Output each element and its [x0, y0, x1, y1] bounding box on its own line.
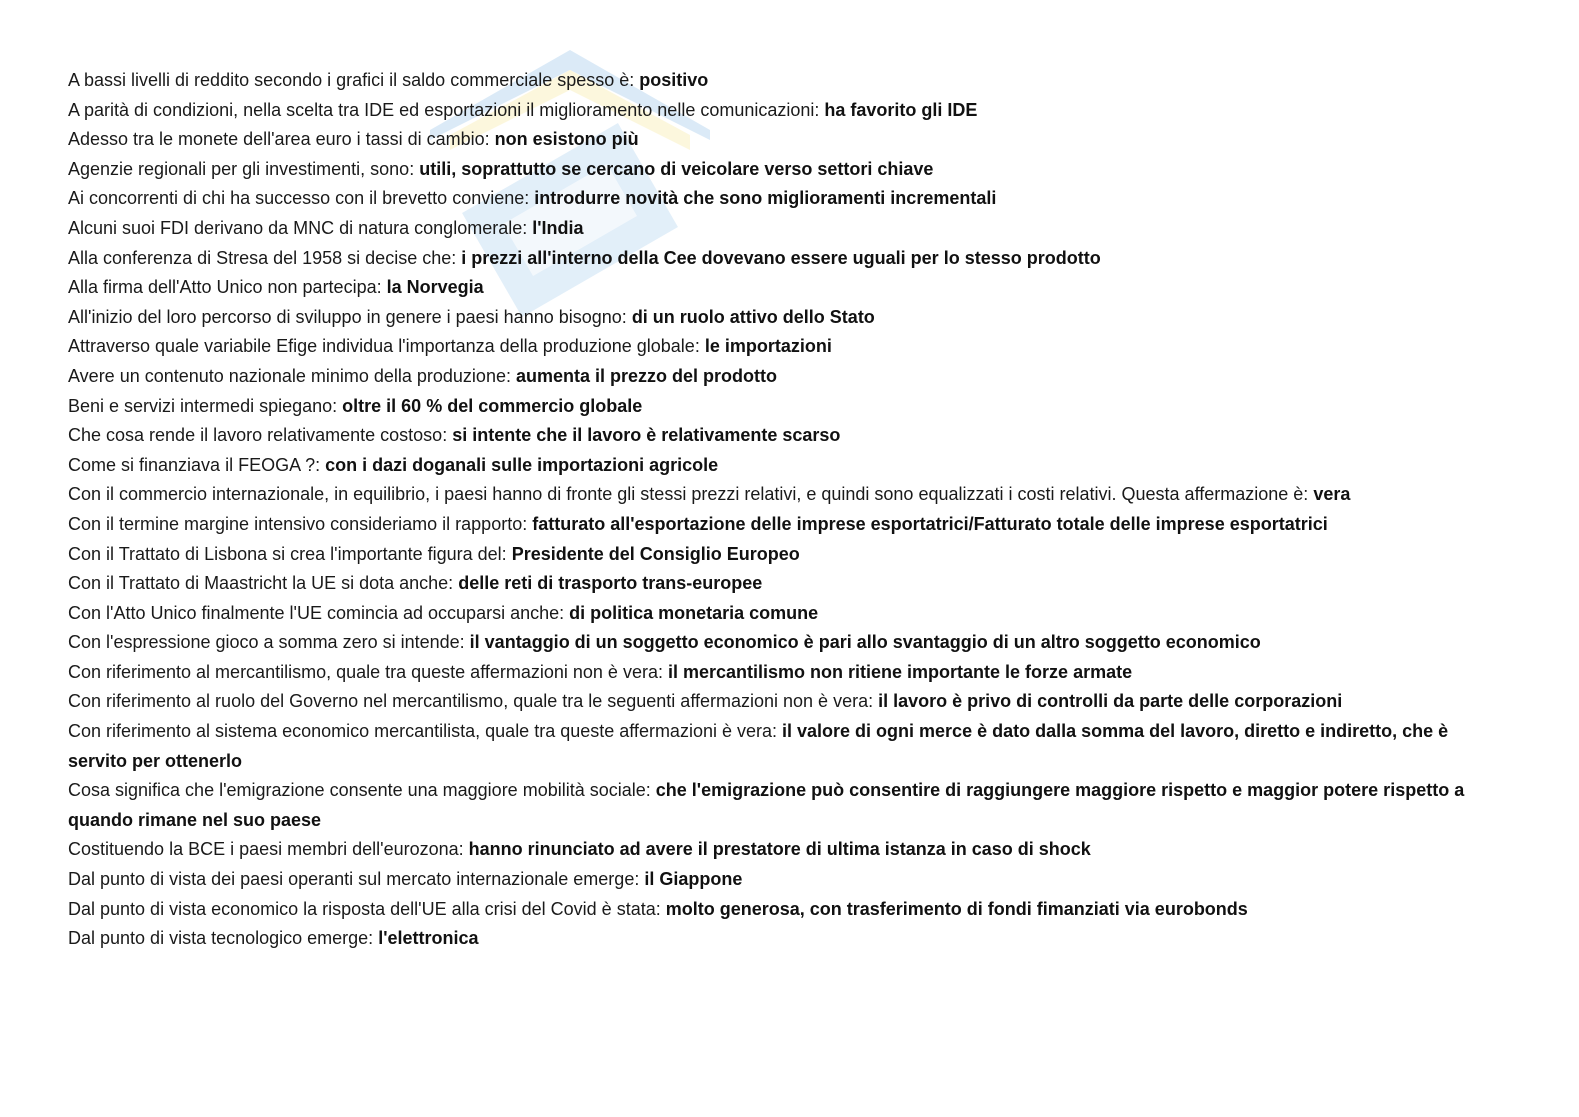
answer-text: con i dazi doganali sulle importazioni agricole [325, 454, 719, 475]
question-text: Che cosa rende il lavoro relativamente costoso: [68, 425, 448, 446]
question-text: Con riferimento al ruolo del Governo nel mercantilismo, quale tra le seguenti affermazioni non è vera: [68, 691, 874, 712]
answer-text: il mercantilismo non ritiene importante le forze armate [667, 661, 1133, 682]
answer-text: molto generosa, con trasferimento di fondi fimanziati via eurobonds [665, 898, 1248, 919]
answer-text: si intente che il lavoro è relativamente scarso [452, 425, 841, 446]
question-text: Ai concorrenti di chi ha successo con il brevetto conviene: [68, 188, 530, 209]
answer-text: introdurre novità che sono miglioramenti incrementali [534, 188, 997, 209]
qa-item [68, 687, 1508, 717]
qa-item [68, 125, 1508, 155]
qa-item [68, 895, 1508, 925]
qa-item [68, 303, 1508, 333]
answer-text: delle reti di trasporto trans-europee [458, 573, 763, 594]
qa-item [68, 540, 1508, 570]
answer-text: il Giappone [644, 869, 743, 890]
qa-item [68, 510, 1508, 540]
question-text: Cosa significa che l'emigrazione consente una maggiore mobilità sociale: [68, 780, 651, 801]
answer-text: positivo [639, 70, 709, 90]
qa-item [68, 658, 1508, 688]
qa-item [68, 332, 1508, 362]
question-text: A parità di condizioni, nella scelta tra IDE ed esportazioni il miglioramento nelle comunicazioni: [68, 99, 820, 120]
question-text: Con riferimento al mercantilismo, quale tra queste affermazioni non è vera: [68, 661, 663, 682]
qa-item [68, 717, 1508, 776]
qa-item [68, 599, 1508, 629]
question-text: Agenzie regionali per gli investimenti, sono: [68, 158, 415, 179]
question-text: All'inizio del loro percorso di sviluppo in genere i paesi hanno bisogno: [68, 306, 627, 327]
question-text: Attraverso quale variabile Efige individua l'importanza della produzione globale: [68, 336, 700, 357]
question-text: Adesso tra le monete dell'area euro i tassi di cambio: [68, 129, 490, 150]
qa-item [68, 569, 1508, 599]
answer-text: utili, soprattutto se cercano di veicolare verso settori chiave [419, 158, 934, 179]
question-text: Con il Trattato di Lisbona si crea l'importante figura del: [68, 543, 507, 564]
answer-text: hanno rinunciato ad avere il prestatore di ultima istanza in caso di shock [468, 839, 1091, 860]
qa-item [68, 865, 1508, 895]
qa-item [68, 451, 1508, 481]
question-text: Dal punto di vista tecnologico emerge: [68, 928, 374, 949]
answer-text: aumenta il prezzo del prodotto [515, 365, 777, 386]
qa-document [68, 66, 1508, 954]
answer-text: i prezzi all'interno della Cee dovevano essere uguali per lo stesso prodotto [461, 247, 1101, 268]
answer-text: oltre il 60 % del commercio globale [342, 395, 643, 416]
answer-text: di un ruolo attivo dello Stato [631, 306, 875, 327]
qa-item [68, 421, 1508, 451]
qa-item [68, 924, 1508, 954]
answer-text: la Norvegia [386, 277, 484, 298]
question-text: A bassi livelli di reddito secondo i grafici il saldo commerciale spesso è: [68, 70, 635, 90]
qa-item [68, 184, 1508, 214]
qa-item [68, 628, 1508, 658]
question-text: Con il commercio internazionale, in equilibrio, i paesi hanno di fronte gli stessi prezzi relativi, e quindi sono equalizzati i costi relativi. Questa affermazione è: [68, 484, 1309, 505]
question-text: Costituendo la BCE i paesi membri dell'eurozona: [68, 839, 464, 860]
answer-text: il vantaggio di un soggetto economico è pari allo svantaggio di un altro soggetto economico [469, 632, 1261, 653]
question-text: Con il termine margine intensivo consideriamo il rapporto: [68, 513, 528, 534]
question-text: Con il Trattato di Maastricht la UE si dota anche: [68, 573, 454, 594]
question-text: Beni e servizi intermedi spiegano: [68, 395, 338, 416]
answer-text: l'elettronica [378, 928, 479, 949]
answer-text: vera [1313, 484, 1351, 505]
qa-item [68, 155, 1508, 185]
answer-text: il valore di ogni merce è dato dalla somma del lavoro, diretto e indiretto, che è servito per ottenerlo [68, 721, 1449, 771]
question-text: Con l'Atto Unico finalmente l'UE comincia ad occuparsi anche: [68, 602, 565, 623]
qa-item [68, 244, 1508, 274]
question-text: Alla firma dell'Atto Unico non partecipa: [68, 277, 382, 298]
qa-item [68, 96, 1508, 126]
qa-item [68, 392, 1508, 422]
qa-item [68, 480, 1508, 510]
question-text: Con l'espressione gioco a somma zero si intende: [68, 632, 465, 653]
answer-text: fatturato all'esportazione delle imprese esportatrici/Fatturato totale delle imprese esportatrici [532, 513, 1328, 534]
question-text: Alla conferenza di Stresa del 1958 si decise che: [68, 247, 457, 268]
question-text: Dal punto di vista dei paesi operanti sul mercato internazionale emerge: [68, 869, 640, 890]
qa-item [68, 776, 1508, 835]
question-text: Come si finanziava il FEOGA ?: [68, 454, 321, 475]
answer-text: non esistono più [494, 129, 639, 150]
answer-text: Presidente del Consiglio Europeo [511, 543, 800, 564]
answer-text: ha favorito gli IDE [824, 99, 978, 120]
question-text: Con riferimento al sistema economico mercantilista, quale tra queste affermazioni è vera: [68, 721, 777, 742]
question-text: Alcuni suoi FDI derivano da MNC di natura conglomerale: [68, 217, 528, 238]
answer-text: l'India [532, 217, 584, 238]
qa-item [68, 66, 1508, 96]
qa-item [68, 273, 1508, 303]
answer-text: il lavoro è privo di controlli da parte delle corporazioni [878, 691, 1343, 712]
answer-text: di politica monetaria comune [569, 602, 819, 623]
qa-item [68, 362, 1508, 392]
question-text: Dal punto di vista economico la risposta dell'UE alla crisi del Covid è stata: [68, 898, 661, 919]
question-text: Avere un contenuto nazionale minimo della produzione: [68, 365, 511, 386]
answer-text: le importazioni [704, 336, 832, 357]
qa-item [68, 835, 1508, 865]
answer-text: che l'emigrazione può consentire di raggiungere maggiore rispetto e maggior potere rispetto a quando rimane nel suo paese [68, 780, 1465, 830]
qa-item [68, 214, 1508, 244]
